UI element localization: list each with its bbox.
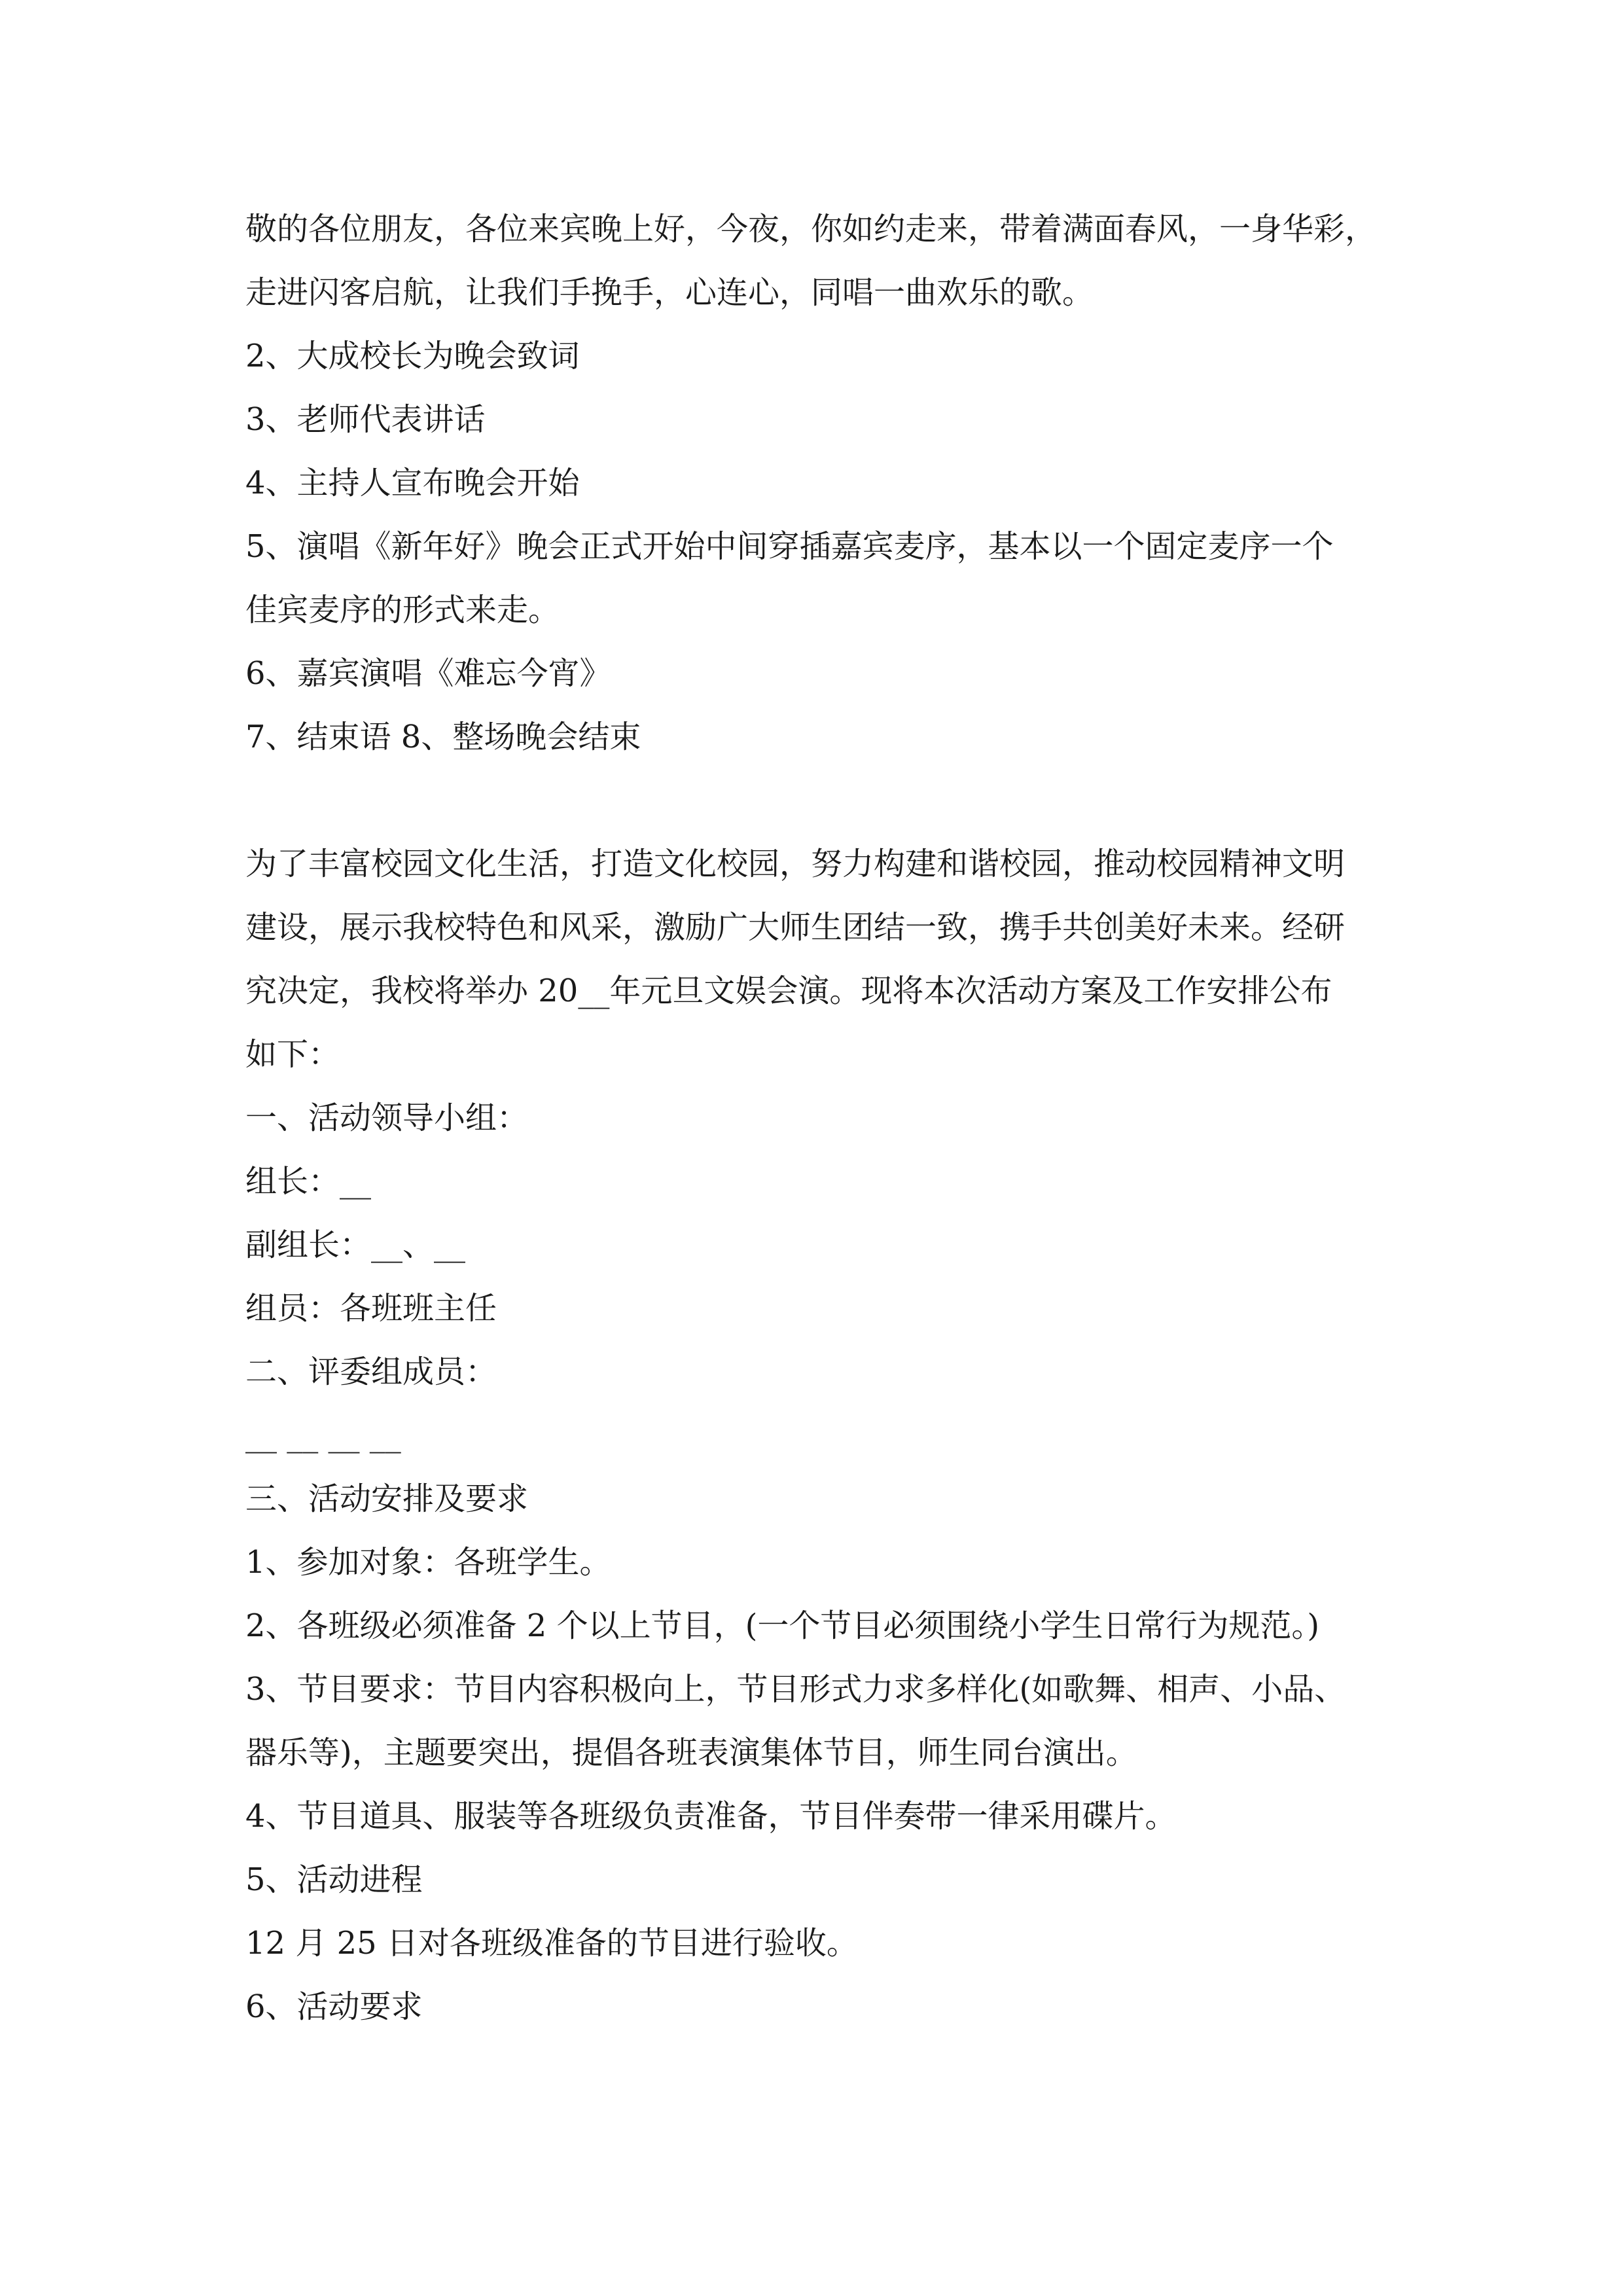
list-item: 2、各班级必须准备 2 个以上节目，(一个节目必须围绕小学生日常行为规范。) [245,1607,1320,1644]
section-heading: 三、活动安排及要求 [245,1480,529,1517]
list-item: 4、节目道具、服装等各班级负责准备，节目伴奏带一律采用碟片。 [245,1798,1177,1835]
intro-paragraph-line: 为了丰富校园文化生活，打造文化校园，努力构建和谐校园，推动校园精神文明 [245,846,1346,882]
list-item: 5、演唱《新年好》晚会正式开始中间穿插嘉宾麦序，基本以一个固定麦序一个 [245,528,1334,565]
list-item: 2、大成校长为晚会致词 [245,338,580,374]
text-line: 走进闪客启航，让我们手挽手，心连心，同唱一曲欢乐的歌。 [245,274,1094,311]
text-line: 12 月 25 日对各班级准备的节目进行验收。 [245,1925,858,1962]
section-heading: 一、活动领导小组： [245,1100,529,1136]
list-item: 1、参加对象：各班学生。 [245,1544,611,1581]
list-item: 5、活动进程 [245,1861,423,1898]
document-body [245,198,1397,2039]
text-line: 敬的各位朋友，各位来宾晚上好，今夜，你如约走来，带着满面春风，一身华彩， [245,211,1377,247]
list-item: 6、活动要求 [245,1988,423,2025]
intro-paragraph-line: 建设，展示我校特色和风采，激励广大师生团结一致，携手共创美好未来。经研 [245,909,1346,946]
text-line: 器乐等)，主题要突出，提倡各班表演集体节目，师生同台演出。 [245,1734,1137,1771]
list-item: 3、节目要求：节目内容积极向上，节目形式力求多样化(如歌舞、相声、小品、 [245,1671,1346,1708]
list-item: 4、主持人宣布晚会开始 [245,465,580,501]
intro-paragraph-line: 如下： [245,1036,340,1073]
list-item: 6、嘉宾演唱《难忘今宵》 [245,655,611,692]
text-line: 佳宾麦序的形式来走。 [245,592,560,628]
intro-paragraph-line: 究决定，我校将举办 20__年元旦文娱会演。现将本次活动方案及工作安排公布 [245,973,1332,1009]
list-item: 3、老师代表讲话 [245,401,486,438]
text-line: 组长：__ [245,1163,372,1200]
text-line: 组员：各班班主任 [245,1290,497,1327]
text-line: 副组长：__、__ [245,1227,466,1263]
judges-blank-line: __ __ __ __ [245,1417,401,1454]
list-item: 7、结束语 8、整场晚会结束 [245,719,641,755]
section-heading: 二、评委组成员： [245,1354,497,1390]
